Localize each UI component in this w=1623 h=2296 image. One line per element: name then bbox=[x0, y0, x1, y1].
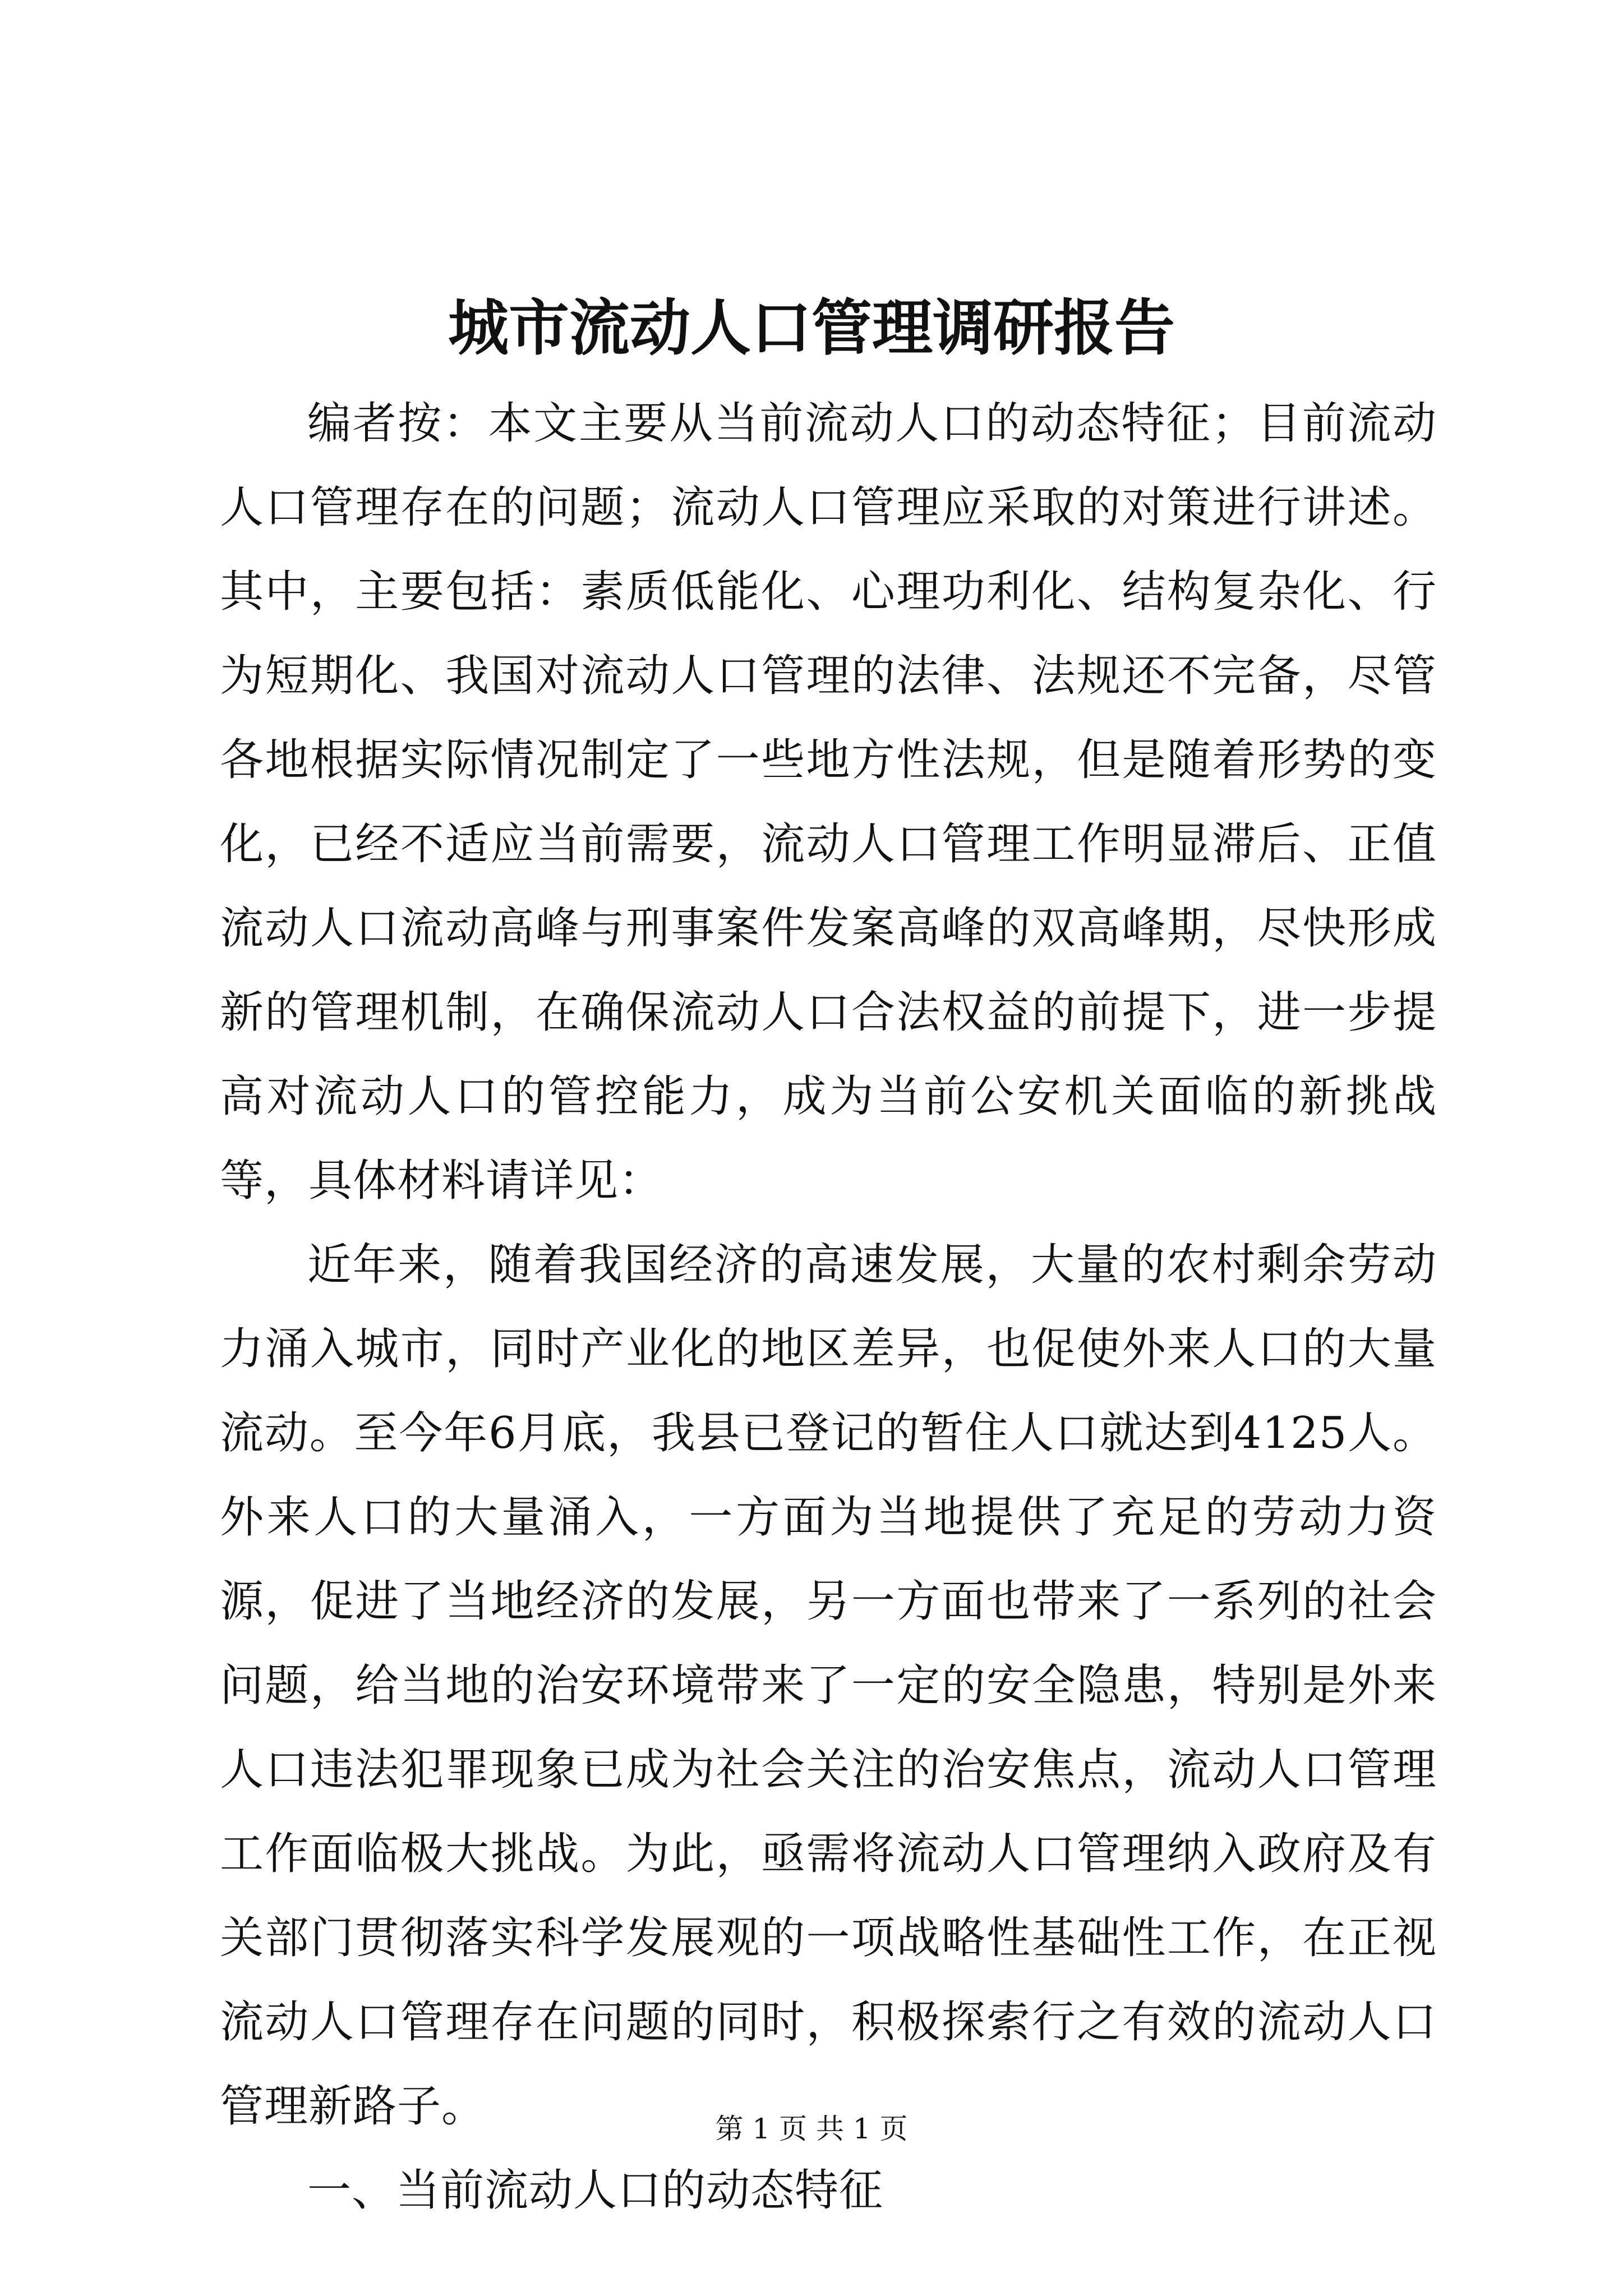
document-body bbox=[220, 381, 1437, 2233]
editor-note-paragraph: 编者按：本文主要从当前流动人口的动态特征；目前流动人口管理存在的问题；流动人口管理应采取的对策进行讲述。其中，主要包括：素质低能化、心理功利化、结构复杂化、行为短期化、我国对流动人口管理的法律、法规还不完备，尽管各地根据实际情况制定了一些地方性法规，但是随着形势的变化，已经不适应当前需要，流动人口管理工作明显滞后、正值流动人口流动高峰与刑事案件发案高峰的双高峰期，尽快形成新的管理机制，在确保流动人口合法权益的前提下，进一步提高对流动人口的管控能力，成为当前公安机关面临的新挑战等，具体材料请详见： bbox=[220, 398, 1437, 1206]
intro-paragraph: 近年来，随着我国经济的高速发展，大量的农村剩余劳动力涌入城市，同时产业化的地区差异，也促使外来人口的大量流动。至今年6月底，我县已登记的暂住人口就达到4125人。外来人口的大量涌入，一方面为当地提供了充足的劳动力资源，促进了当地经济的发展，另一方面也带来了一系列的社会问题，给当地的治安环境带来了一定的安全隐患，特别是外来人口违法犯罪现象已成为社会关注的治安焦点，流动人口管理工作面临极大挑战。为此，亟需将流动人口管理纳入政府及有关部门贯彻落实科学发展观的一项战略性基础性工作，在正视流动人口管理存在问题的同时，积极探索行之有效的流动人口管理新路子。 bbox=[220, 1240, 1437, 2132]
section-heading: 一、当前流动人口的动态特征 bbox=[307, 2165, 884, 2216]
page-footer: 第 1 页 共 1 页 bbox=[715, 2113, 908, 2145]
document-title: 城市流动人口管理调研报告 bbox=[448, 293, 1175, 364]
